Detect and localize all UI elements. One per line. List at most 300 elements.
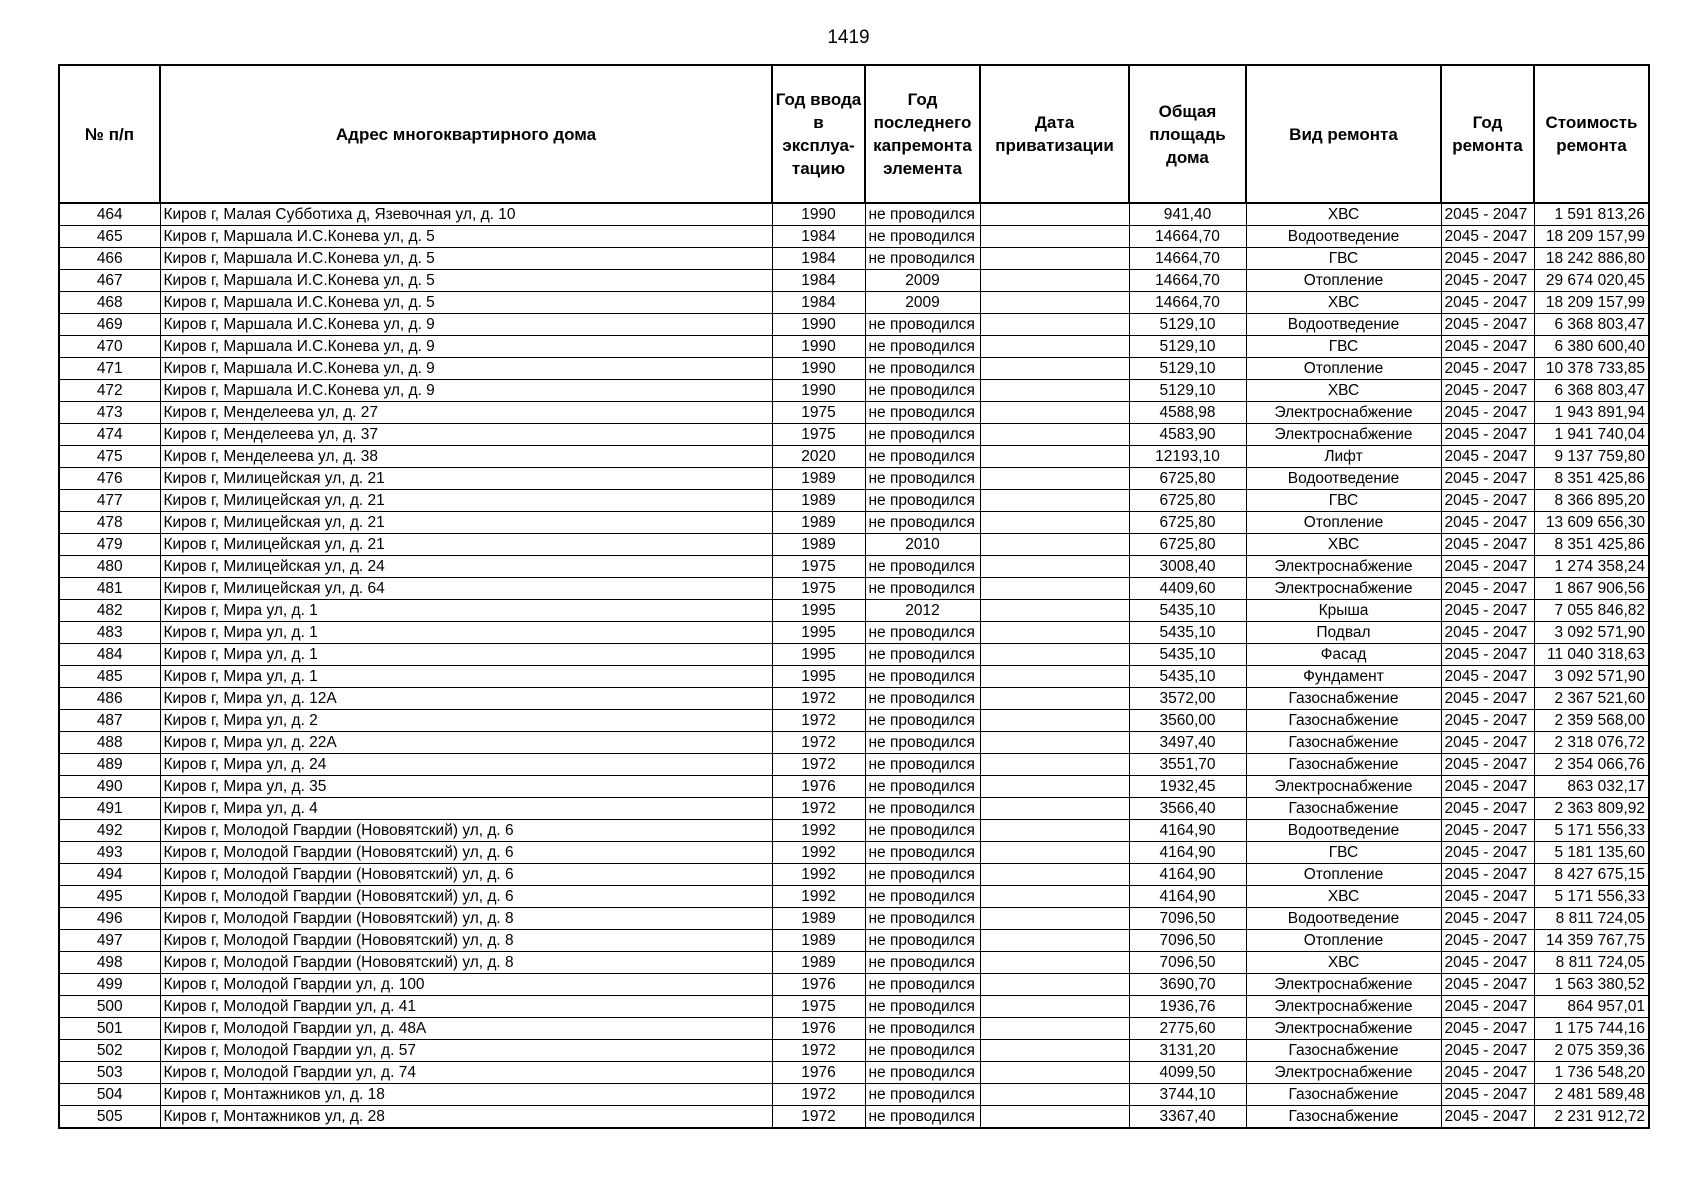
row-repair-period: 2045 - 2047	[1441, 732, 1534, 754]
row-year-built: 1992	[772, 842, 865, 864]
row-repair-period: 2045 - 2047	[1441, 490, 1534, 512]
row-last-repair: не проводился	[865, 424, 980, 446]
table-row	[59, 732, 1649, 754]
table-row	[59, 864, 1649, 886]
row-repair-type: ХВС	[1246, 203, 1441, 226]
row-address: Киров г, Мира ул, д. 1	[160, 666, 772, 688]
row-repair-period: 2045 - 2047	[1441, 424, 1534, 446]
row-number: 467	[59, 270, 160, 292]
header-last-repair: Год последнего капремонта элемента	[865, 65, 980, 203]
row-address: Киров г, Молодой Гвардии (Нововятский) ул, д. 8	[160, 930, 772, 952]
row-number: 468	[59, 292, 160, 314]
row-repair-period: 2045 - 2047	[1441, 776, 1534, 798]
row-last-repair: не проводился	[865, 710, 980, 732]
table-row	[59, 820, 1649, 842]
row-cost: 6 380 600,40	[1534, 336, 1649, 358]
row-last-repair: не проводился	[865, 952, 980, 974]
table-row	[59, 952, 1649, 974]
row-repair-period: 2045 - 2047	[1441, 622, 1534, 644]
row-repair-period: 2045 - 2047	[1441, 270, 1534, 292]
row-repair-type: Электроснабжение	[1246, 1018, 1441, 1040]
row-cost: 8 811 724,05	[1534, 952, 1649, 974]
row-area: 4099,50	[1129, 1062, 1246, 1084]
row-repair-type: Электроснабжение	[1246, 776, 1441, 798]
row-area: 4583,90	[1129, 424, 1246, 446]
row-year-built: 2020	[772, 446, 865, 468]
row-last-repair: не проводился	[865, 776, 980, 798]
row-repair-period: 2045 - 2047	[1441, 1084, 1534, 1106]
row-address: Киров г, Менделеева ул, д. 37	[160, 424, 772, 446]
row-area: 5435,10	[1129, 644, 1246, 666]
row-repair-period: 2045 - 2047	[1441, 446, 1534, 468]
row-last-repair: не проводился	[865, 1106, 980, 1129]
row-repair-period: 2045 - 2047	[1441, 688, 1534, 710]
table-row	[59, 1062, 1649, 1084]
row-repair-type: ХВС	[1246, 952, 1441, 974]
row-last-repair: не проводился	[865, 1040, 980, 1062]
row-repair-period: 2045 - 2047	[1441, 380, 1534, 402]
row-cost: 18 242 886,80	[1534, 248, 1649, 270]
row-privatization-date	[980, 203, 1129, 226]
table-row	[59, 930, 1649, 952]
row-number: 479	[59, 534, 160, 556]
row-year-built: 1989	[772, 908, 865, 930]
row-privatization-date	[980, 380, 1129, 402]
row-number: 500	[59, 996, 160, 1018]
row-year-built: 1984	[772, 270, 865, 292]
row-year-built: 1972	[772, 1084, 865, 1106]
row-number: 489	[59, 754, 160, 776]
table-row	[59, 666, 1649, 688]
table-row	[59, 776, 1649, 798]
row-cost: 13 609 656,30	[1534, 512, 1649, 534]
row-repair-type: Электроснабжение	[1246, 974, 1441, 996]
row-repair-type: Газоснабжение	[1246, 732, 1441, 754]
table-row	[59, 644, 1649, 666]
row-repair-type: Газоснабжение	[1246, 1040, 1441, 1062]
row-last-repair: 2009	[865, 270, 980, 292]
table-row	[59, 710, 1649, 732]
row-area: 4164,90	[1129, 820, 1246, 842]
row-number: 496	[59, 908, 160, 930]
row-repair-type: ГВС	[1246, 490, 1441, 512]
row-last-repair: не проводился	[865, 1084, 980, 1106]
row-year-built: 1976	[772, 1062, 865, 1084]
row-area: 3008,40	[1129, 556, 1246, 578]
row-address: Киров г, Милицейская ул, д. 64	[160, 578, 772, 600]
row-privatization-date	[980, 754, 1129, 776]
row-year-built: 1975	[772, 578, 865, 600]
header-num: № п/п	[59, 65, 160, 203]
header-cost: Стоимость ремонта	[1534, 65, 1649, 203]
row-address: Киров г, Менделеева ул, д. 27	[160, 402, 772, 424]
row-year-built: 1972	[772, 710, 865, 732]
row-area: 2775,60	[1129, 1018, 1246, 1040]
row-area: 14664,70	[1129, 226, 1246, 248]
row-repair-type: Лифт	[1246, 446, 1441, 468]
row-cost: 2 075 359,36	[1534, 1040, 1649, 1062]
row-last-repair: не проводился	[865, 402, 980, 424]
row-repair-period: 2045 - 2047	[1441, 1018, 1534, 1040]
row-repair-period: 2045 - 2047	[1441, 314, 1534, 336]
row-number: 491	[59, 798, 160, 820]
row-repair-period: 2045 - 2047	[1441, 842, 1534, 864]
row-privatization-date	[980, 776, 1129, 798]
row-repair-period: 2045 - 2047	[1441, 1062, 1534, 1084]
row-cost: 18 209 157,99	[1534, 292, 1649, 314]
row-last-repair: не проводился	[865, 974, 980, 996]
row-area: 6725,80	[1129, 534, 1246, 556]
row-repair-period: 2045 - 2047	[1441, 754, 1534, 776]
row-last-repair: не проводился	[865, 996, 980, 1018]
row-cost: 5 171 556,33	[1534, 886, 1649, 908]
row-repair-period: 2045 - 2047	[1441, 644, 1534, 666]
row-cost: 11 040 318,63	[1534, 644, 1649, 666]
row-privatization-date	[980, 424, 1129, 446]
row-repair-type: Отопление	[1246, 270, 1441, 292]
row-year-built: 1975	[772, 402, 865, 424]
row-number: 492	[59, 820, 160, 842]
row-number: 477	[59, 490, 160, 512]
row-repair-type: Водоотведение	[1246, 226, 1441, 248]
row-repair-period: 2045 - 2047	[1441, 798, 1534, 820]
row-privatization-date	[980, 446, 1129, 468]
table-row	[59, 622, 1649, 644]
table-row	[59, 358, 1649, 380]
row-cost: 18 209 157,99	[1534, 226, 1649, 248]
row-repair-type: Газоснабжение	[1246, 688, 1441, 710]
row-year-built: 1992	[772, 886, 865, 908]
row-year-built: 1989	[772, 534, 865, 556]
row-cost: 864 957,01	[1534, 996, 1649, 1018]
row-number: 473	[59, 402, 160, 424]
row-last-repair: не проводился	[865, 446, 980, 468]
row-number: 482	[59, 600, 160, 622]
row-address: Киров г, Мира ул, д. 24	[160, 754, 772, 776]
row-year-built: 1972	[772, 688, 865, 710]
row-number: 465	[59, 226, 160, 248]
row-privatization-date	[980, 644, 1129, 666]
page-number: 1419	[827, 27, 870, 48]
row-privatization-date	[980, 974, 1129, 996]
row-cost: 863 032,17	[1534, 776, 1649, 798]
row-address: Киров г, Молодой Гвардии ул, д. 41	[160, 996, 772, 1018]
row-cost: 1 736 548,20	[1534, 1062, 1649, 1084]
row-last-repair: не проводился	[865, 1062, 980, 1084]
row-repair-period: 2045 - 2047	[1441, 996, 1534, 1018]
row-address: Киров г, Менделеева ул, д. 38	[160, 446, 772, 468]
row-last-repair: не проводился	[865, 512, 980, 534]
row-repair-type: Газоснабжение	[1246, 798, 1441, 820]
row-cost: 10 378 733,85	[1534, 358, 1649, 380]
row-privatization-date	[980, 996, 1129, 1018]
row-cost: 14 359 767,75	[1534, 930, 1649, 952]
row-last-repair: не проводился	[865, 930, 980, 952]
header-area: Общая площадь дома	[1129, 65, 1246, 203]
table-row	[59, 842, 1649, 864]
row-address: Киров г, Маршала И.С.Конева ул, д. 9	[160, 314, 772, 336]
row-last-repair: не проводился	[865, 336, 980, 358]
row-address: Киров г, Мира ул, д. 2	[160, 710, 772, 732]
header-repair-period: Год ремонта	[1441, 65, 1534, 203]
row-repair-period: 2045 - 2047	[1441, 226, 1534, 248]
row-repair-type: Электроснабжение	[1246, 578, 1441, 600]
table-row	[59, 578, 1649, 600]
row-repair-type: ГВС	[1246, 248, 1441, 270]
row-number: 490	[59, 776, 160, 798]
row-number: 502	[59, 1040, 160, 1062]
row-repair-period: 2045 - 2047	[1441, 820, 1534, 842]
row-repair-period: 2045 - 2047	[1441, 886, 1534, 908]
table-row	[59, 886, 1649, 908]
row-privatization-date	[980, 622, 1129, 644]
row-address: Киров г, Мира ул, д. 4	[160, 798, 772, 820]
row-privatization-date	[980, 314, 1129, 336]
row-area: 6725,80	[1129, 512, 1246, 534]
row-cost: 3 092 571,90	[1534, 666, 1649, 688]
row-number: 487	[59, 710, 160, 732]
row-address: Киров г, Милицейская ул, д. 21	[160, 512, 772, 534]
row-last-repair: не проводился	[865, 248, 980, 270]
row-repair-period: 2045 - 2047	[1441, 908, 1534, 930]
row-repair-period: 2045 - 2047	[1441, 358, 1534, 380]
row-repair-type: Электроснабжение	[1246, 1062, 1441, 1084]
row-address: Киров г, Мира ул, д. 12А	[160, 688, 772, 710]
header-repair-type: Вид ремонта	[1246, 65, 1441, 203]
row-privatization-date	[980, 1106, 1129, 1129]
repair-registry-table	[58, 64, 1650, 1129]
table-row	[59, 798, 1649, 820]
row-year-built: 1989	[772, 930, 865, 952]
row-last-repair: не проводился	[865, 908, 980, 930]
row-year-built: 1972	[772, 754, 865, 776]
table-row	[59, 534, 1649, 556]
row-privatization-date	[980, 688, 1129, 710]
row-repair-type: ГВС	[1246, 336, 1441, 358]
row-number: 469	[59, 314, 160, 336]
row-cost: 29 674 020,45	[1534, 270, 1649, 292]
row-address: Киров г, Мира ул, д. 1	[160, 644, 772, 666]
row-year-built: 1989	[772, 468, 865, 490]
row-repair-period: 2045 - 2047	[1441, 1040, 1534, 1062]
row-last-repair: не проводился	[865, 1018, 980, 1040]
row-last-repair: не проводился	[865, 556, 980, 578]
row-number: 480	[59, 556, 160, 578]
row-last-repair: не проводился	[865, 864, 980, 886]
row-repair-type: Фундамент	[1246, 666, 1441, 688]
row-year-built: 1990	[772, 314, 865, 336]
table-row	[59, 996, 1649, 1018]
row-address: Киров г, Молодой Гвардии ул, д. 74	[160, 1062, 772, 1084]
row-repair-period: 2045 - 2047	[1441, 1106, 1534, 1129]
row-cost: 2 231 912,72	[1534, 1106, 1649, 1129]
row-address: Киров г, Мира ул, д. 1	[160, 600, 772, 622]
row-address: Киров г, Малая Субботиха д, Язевочная ул, д. 10	[160, 203, 772, 226]
row-year-built: 1972	[772, 1040, 865, 1062]
row-repair-period: 2045 - 2047	[1441, 974, 1534, 996]
row-area: 3367,40	[1129, 1106, 1246, 1129]
row-area: 5129,10	[1129, 314, 1246, 336]
row-cost: 5 181 135,60	[1534, 842, 1649, 864]
row-area: 7096,50	[1129, 952, 1246, 974]
row-repair-type: ХВС	[1246, 886, 1441, 908]
table-row	[59, 908, 1649, 930]
row-area: 4409,60	[1129, 578, 1246, 600]
row-repair-period: 2045 - 2047	[1441, 402, 1534, 424]
row-year-built: 1990	[772, 358, 865, 380]
row-cost: 1 175 744,16	[1534, 1018, 1649, 1040]
row-area: 4164,90	[1129, 886, 1246, 908]
table-row	[59, 556, 1649, 578]
row-repair-type: Водоотведение	[1246, 314, 1441, 336]
row-privatization-date	[980, 1084, 1129, 1106]
row-cost: 5 171 556,33	[1534, 820, 1649, 842]
row-area: 4164,90	[1129, 864, 1246, 886]
row-year-built: 1984	[772, 292, 865, 314]
row-privatization-date	[980, 1040, 1129, 1062]
row-area: 14664,70	[1129, 248, 1246, 270]
table-row	[59, 424, 1649, 446]
row-repair-type: Газоснабжение	[1246, 754, 1441, 776]
row-cost: 8 351 425,86	[1534, 534, 1649, 556]
row-address: Киров г, Молодой Гвардии (Нововятский) ул, д. 6	[160, 820, 772, 842]
row-last-repair: не проводился	[865, 380, 980, 402]
row-last-repair: не проводился	[865, 798, 980, 820]
row-repair-period: 2045 - 2047	[1441, 600, 1534, 622]
row-repair-period: 2045 - 2047	[1441, 512, 1534, 534]
table-row	[59, 974, 1649, 996]
table-row	[59, 688, 1649, 710]
row-repair-type: Водоотведение	[1246, 468, 1441, 490]
row-area: 3497,40	[1129, 732, 1246, 754]
row-repair-type: ХВС	[1246, 292, 1441, 314]
row-address: Киров г, Милицейская ул, д. 21	[160, 534, 772, 556]
row-area: 3566,40	[1129, 798, 1246, 820]
row-area: 5435,10	[1129, 622, 1246, 644]
row-privatization-date	[980, 908, 1129, 930]
row-area: 7096,50	[1129, 930, 1246, 952]
table-row	[59, 402, 1649, 424]
row-area: 3572,00	[1129, 688, 1246, 710]
row-address: Киров г, Мира ул, д. 1	[160, 622, 772, 644]
row-last-repair: 2009	[865, 292, 980, 314]
row-repair-type: Электроснабжение	[1246, 556, 1441, 578]
row-number: 474	[59, 424, 160, 446]
row-address: Киров г, Маршала И.С.Конева ул, д. 9	[160, 358, 772, 380]
row-year-built: 1976	[772, 1018, 865, 1040]
row-repair-type: Электроснабжение	[1246, 996, 1441, 1018]
row-area: 3560,00	[1129, 710, 1246, 732]
row-cost: 8 351 425,86	[1534, 468, 1649, 490]
row-number: 483	[59, 622, 160, 644]
table-row	[59, 270, 1649, 292]
row-address: Киров г, Маршала И.С.Конева ул, д. 5	[160, 248, 772, 270]
header-privatization: Дата приватизации	[980, 65, 1129, 203]
row-number: 475	[59, 446, 160, 468]
table-row	[59, 1084, 1649, 1106]
row-year-built: 1989	[772, 490, 865, 512]
table-row	[59, 446, 1649, 468]
row-year-built: 1995	[772, 622, 865, 644]
row-area: 3131,20	[1129, 1040, 1246, 1062]
row-last-repair: не проводился	[865, 842, 980, 864]
row-number: 497	[59, 930, 160, 952]
row-cost: 1 867 906,56	[1534, 578, 1649, 600]
row-year-built: 1990	[772, 203, 865, 226]
row-number: 498	[59, 952, 160, 974]
row-year-built: 1975	[772, 996, 865, 1018]
row-cost: 2 318 076,72	[1534, 732, 1649, 754]
row-area: 4588,98	[1129, 402, 1246, 424]
row-repair-type: Электроснабжение	[1246, 424, 1441, 446]
row-cost: 6 368 803,47	[1534, 380, 1649, 402]
row-year-built: 1976	[772, 974, 865, 996]
table-row	[59, 248, 1649, 270]
table-row	[59, 336, 1649, 358]
row-number: 504	[59, 1084, 160, 1106]
row-privatization-date	[980, 1018, 1129, 1040]
row-year-built: 1990	[772, 380, 865, 402]
row-area: 4164,90	[1129, 842, 1246, 864]
row-cost: 1 591 813,26	[1534, 203, 1649, 226]
table-row	[59, 1018, 1649, 1040]
row-privatization-date	[980, 512, 1129, 534]
row-privatization-date	[980, 600, 1129, 622]
row-area: 1932,45	[1129, 776, 1246, 798]
row-number: 476	[59, 468, 160, 490]
row-number: 486	[59, 688, 160, 710]
row-last-repair: 2010	[865, 534, 980, 556]
header-year-built: Год ввода в эксплуа-тацию	[772, 65, 865, 203]
row-number: 470	[59, 336, 160, 358]
row-number: 501	[59, 1018, 160, 1040]
row-number: 495	[59, 886, 160, 908]
row-address: Киров г, Молодой Гвардии (Нововятский) ул, д. 6	[160, 886, 772, 908]
row-cost: 3 092 571,90	[1534, 622, 1649, 644]
row-area: 6725,80	[1129, 468, 1246, 490]
row-number: 471	[59, 358, 160, 380]
row-last-repair: не проводился	[865, 688, 980, 710]
row-repair-type: ХВС	[1246, 380, 1441, 402]
row-area: 14664,70	[1129, 270, 1246, 292]
row-repair-period: 2045 - 2047	[1441, 336, 1534, 358]
row-year-built: 1984	[772, 248, 865, 270]
row-privatization-date	[980, 710, 1129, 732]
row-year-built: 1972	[772, 798, 865, 820]
table-row	[59, 314, 1649, 336]
row-cost: 2 359 568,00	[1534, 710, 1649, 732]
row-year-built: 1995	[772, 666, 865, 688]
header-address: Адрес многоквартирного дома	[160, 65, 772, 203]
row-number: 493	[59, 842, 160, 864]
row-privatization-date	[980, 468, 1129, 490]
row-address: Киров г, Милицейская ул, д. 21	[160, 468, 772, 490]
row-number: 499	[59, 974, 160, 996]
row-repair-type: Водоотведение	[1246, 908, 1441, 930]
table-row	[59, 292, 1649, 314]
row-address: Киров г, Маршала И.С.Конева ул, д. 5	[160, 292, 772, 314]
table-row	[59, 490, 1649, 512]
row-year-built: 1984	[772, 226, 865, 248]
table-row	[59, 380, 1649, 402]
row-privatization-date	[980, 864, 1129, 886]
row-area: 1936,76	[1129, 996, 1246, 1018]
row-cost: 2 367 521,60	[1534, 688, 1649, 710]
row-area: 14664,70	[1129, 292, 1246, 314]
row-last-repair: не проводился	[865, 203, 980, 226]
row-address: Киров г, Мира ул, д. 22А	[160, 732, 772, 754]
row-repair-type: Отопление	[1246, 512, 1441, 534]
